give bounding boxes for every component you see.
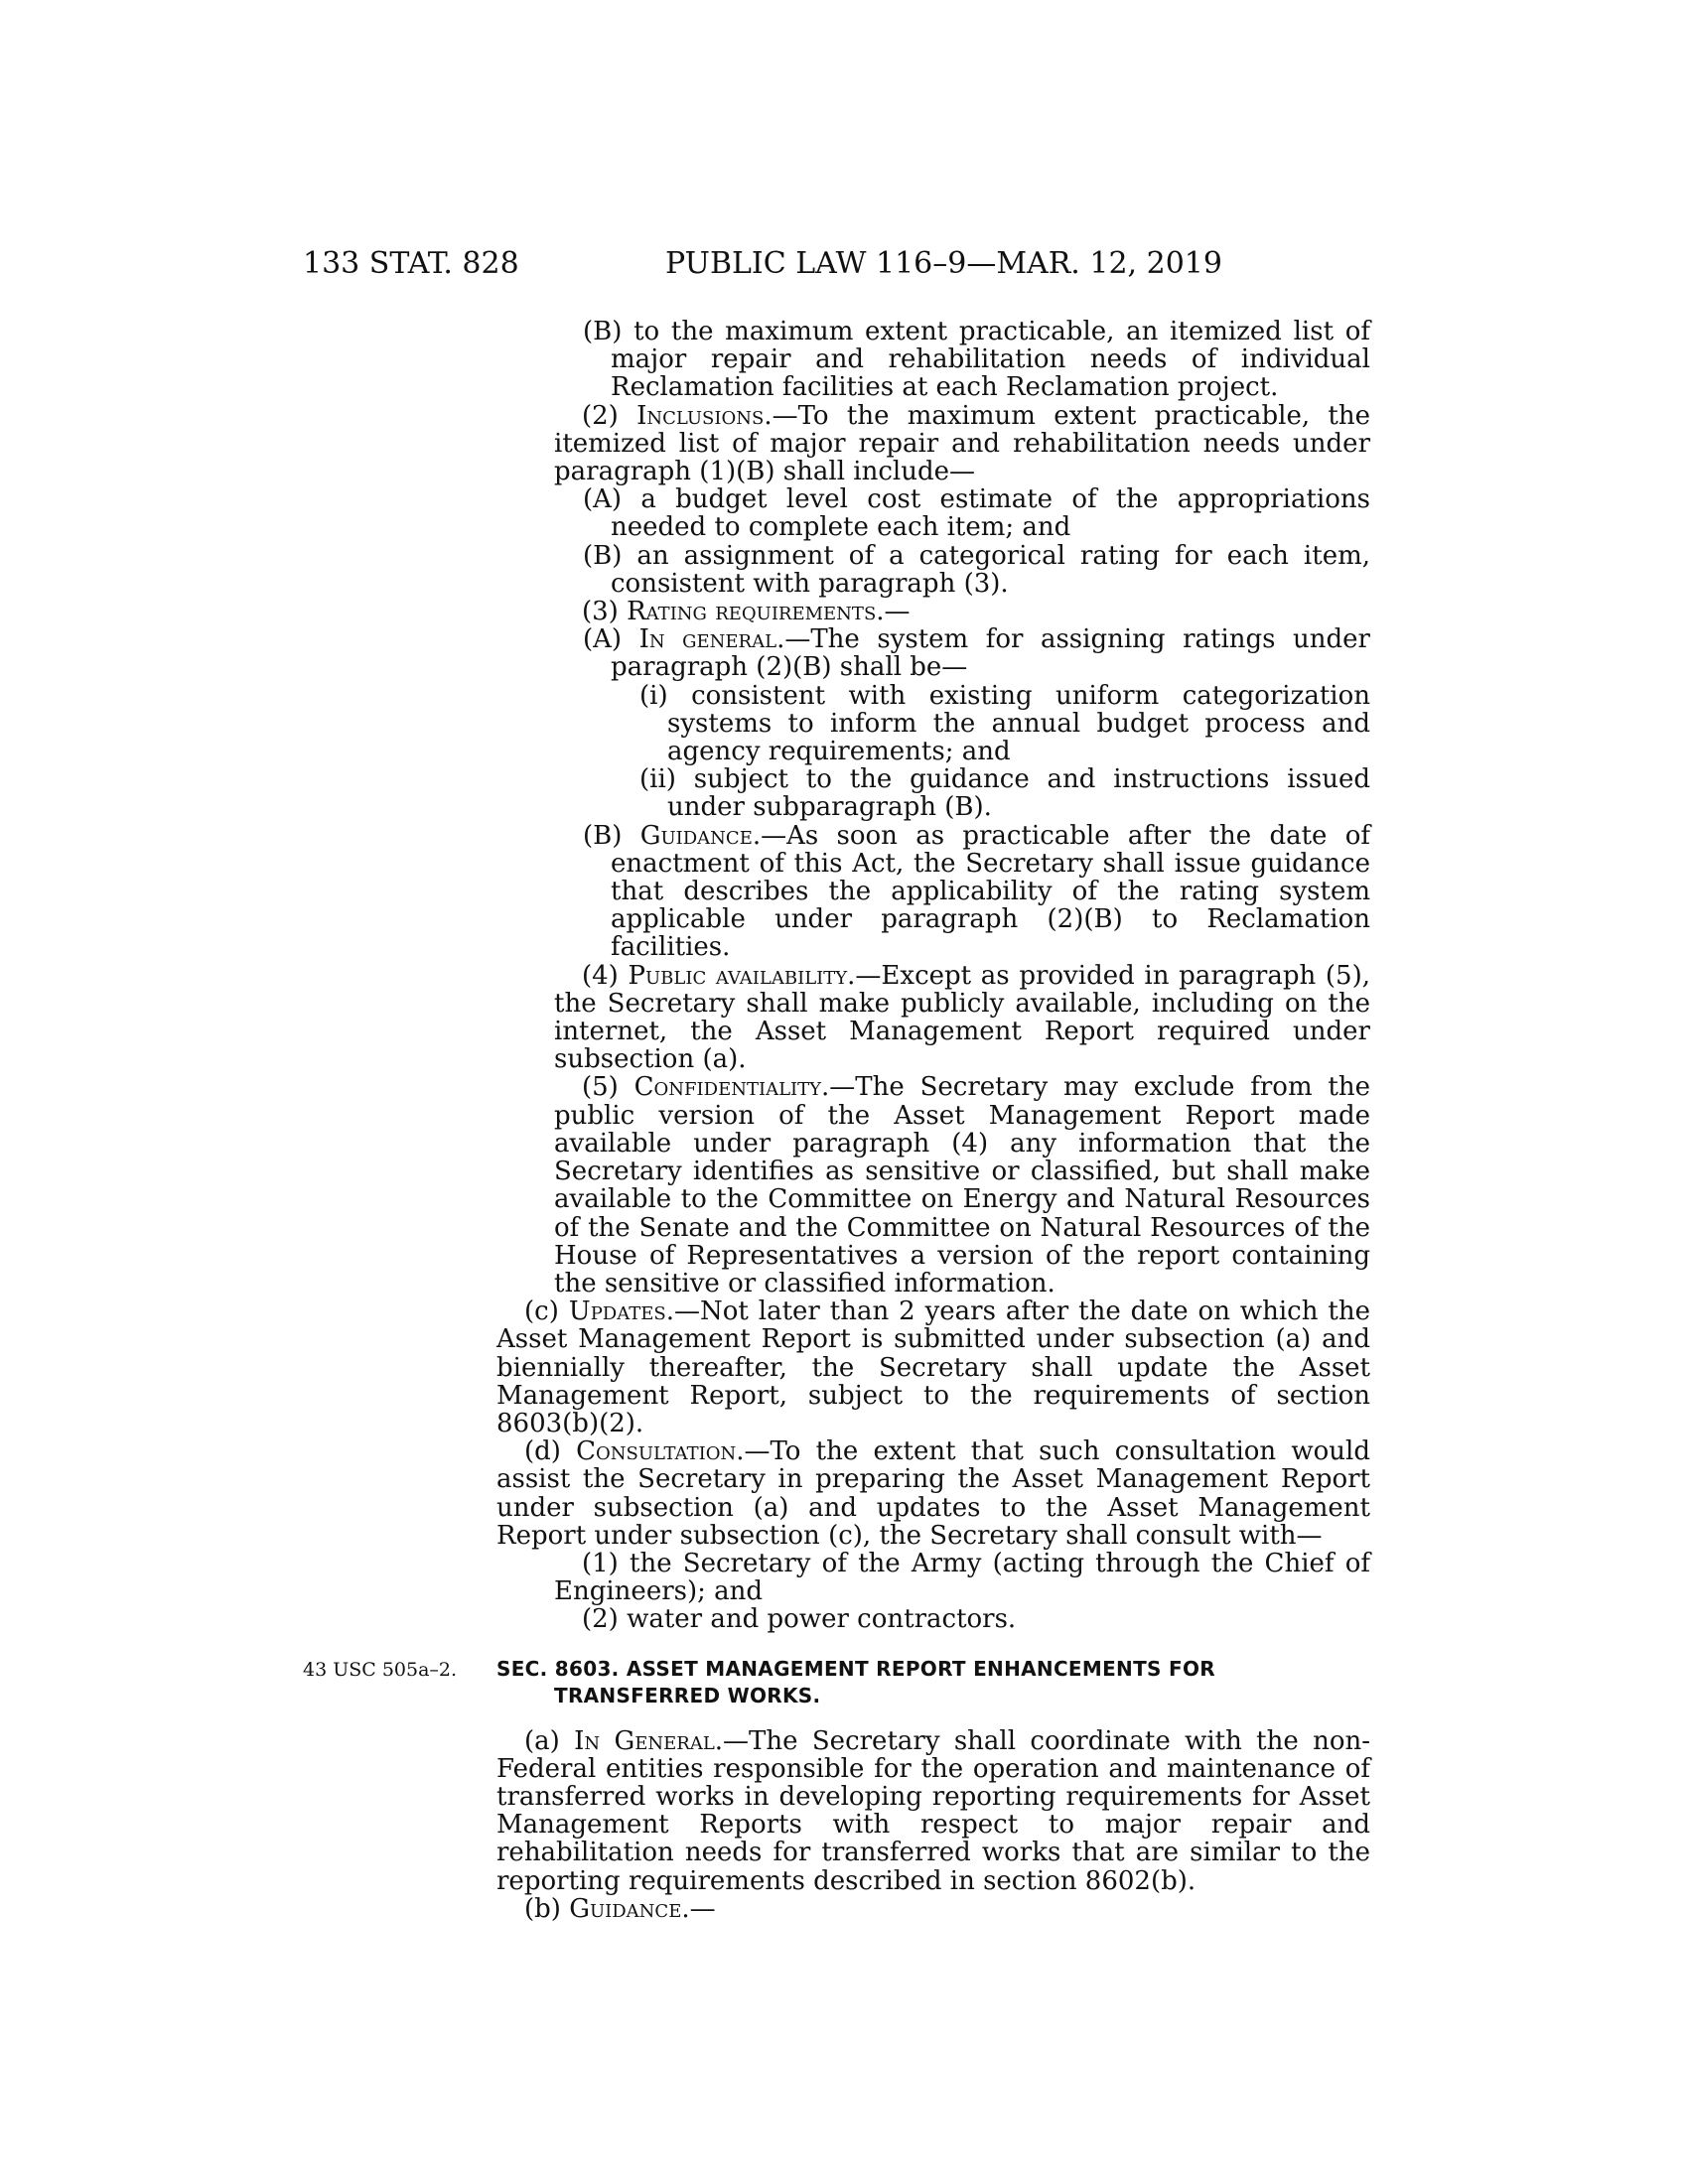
paragraph-caption: Guidance: [569, 1893, 682, 1924]
paragraph-caption: In general: [638, 624, 777, 655]
paragraph-text: (d): [524, 1436, 577, 1467]
paragraph-caption: Consultation: [576, 1436, 737, 1467]
paragraph-text: .—To the maximum extent practicable, the itemized list of major repair and rehabilitation needs under paragraph (1)(B) shall include—: [554, 400, 1371, 487]
section-heading: SEC. 8603. ASSET MANAGEMENT REPORT ENHANCEMENTS FOR TRANSFERRED WORKS.: [496, 1656, 1215, 1707]
paragraph-text: (c): [524, 1297, 569, 1327]
upper-paragraphs: [496, 318, 1370, 1634]
paragraph-p9: [496, 822, 1370, 962]
paragraph-text: (b): [524, 1893, 570, 1924]
paragraph-p14: [496, 1550, 1370, 1605]
paragraph-text: .—: [681, 1893, 716, 1924]
paragraph-text: .—: [876, 597, 911, 627]
paragraph-p12: [496, 1297, 1370, 1437]
paragraph-caption: Confidentiality: [633, 1072, 822, 1103]
paragraph-text: (1) the Secretary of the Army (acting through the Chief of Engineers); and: [554, 1548, 1370, 1607]
statute-page-number: 133 STAT. 828: [303, 246, 519, 281]
body-text: [303, 317, 1371, 1924]
paragraph-s2: [496, 1895, 1370, 1923]
paragraph-p15: [496, 1605, 1370, 1633]
paragraph-text: (a): [524, 1725, 575, 1756]
paragraph-text: (ii) subject to the guidance and instructions issued under subparagraph (B).: [639, 764, 1370, 823]
paragraph-text: .—The Secretary may exclude from the public version of the Asset Management Report made available under paragraph (4) any information that the Secretary identifies as sensitive or classified, but shall make available to the Committee on Energy and Natural Resources of the Senate and the Committee on Natural Resources of the House of Representatives a version of the report containing the sensitive or classified information.: [554, 1072, 1370, 1298]
paragraph-text: (5): [582, 1072, 634, 1103]
lower-paragraphs: [496, 1727, 1370, 1923]
running-header: [0, 246, 1688, 286]
paragraph-p4: [496, 542, 1370, 598]
paragraph-text: (A): [583, 624, 639, 655]
paragraph-p3: [496, 485, 1370, 541]
paragraph-text: (2): [582, 400, 637, 431]
paragraph-caption: In General: [574, 1725, 715, 1756]
paragraph-s1: [496, 1727, 1370, 1895]
paragraph-text: .—As soon as practicable after the date of enactment of this Act, the Secretary shall issue guidance that describes the applicability of the rating system applicable under paragraph (2)(B) to Reclamation facilities.: [611, 820, 1370, 963]
paragraph-text: (A) a budget level cost estimate of the appropriations needed to complete each item; and: [583, 484, 1370, 543]
paragraph-p7: [496, 682, 1370, 766]
paragraph-p1: [496, 318, 1370, 402]
paragraph-text: (4): [582, 960, 629, 991]
paragraph-text: (B) an assignment of a categorical rating for each item, consistent with paragraph (3).: [583, 540, 1370, 599]
paragraph-text: .—The Secretary shall coordinate with the non-Federal entities responsible for the operation and maintenance of transferred works in developing reporting requirements for Asset Management Reports with respect to major repair and rehabilitation needs for transferred works that are similar to the reporting requirements described in section 8602(b).: [496, 1725, 1371, 1896]
paragraph-p8: [496, 765, 1370, 821]
paragraph-p10: [496, 962, 1370, 1074]
margin-citation: 43 USC 505a–2.: [303, 1658, 458, 1681]
running-title: PUBLIC LAW 116–9—MAR. 12, 2019: [665, 246, 1222, 281]
section-8603: [303, 1656, 1370, 1709]
paragraph-text: .—The system for assigning ratings under paragraph (2)(B) shall be—: [611, 624, 1370, 683]
paragraph-caption: Updates: [568, 1297, 666, 1327]
paragraph-caption: Public availability: [628, 960, 848, 991]
paragraph-text: .—To the extent that such consultation would assist the Secretary in preparing the Asset Management Report under subsection (a) and updates to the Asset Management Report under subsection (c), the Secretary shall consult with—: [496, 1436, 1370, 1551]
paragraph-text: .—Except as provided in paragraph (5), the Secretary shall make publicly available, including on the internet, the Asset Management Report required under subsection (a).: [554, 960, 1370, 1075]
paragraph-text: (2) water and power contractors.: [582, 1604, 1017, 1635]
paragraph-p6: [496, 625, 1370, 681]
paragraph-caption: Guidance: [639, 820, 753, 851]
paragraph-caption: Rating requirements: [627, 597, 877, 627]
paragraph-text: .—Not later than 2 years after the date on which the Asset Management Report is submitted under subsection (a) and biennially thereafter, the Secretary shall update the Asset Management Report, subject to the requirements of section 8603(b)(2).: [496, 1297, 1370, 1438]
paragraph-text: (3): [582, 597, 628, 627]
paragraph-p2: [496, 402, 1370, 486]
paragraph-p11: [496, 1073, 1370, 1297]
paragraph-caption: Inclusions: [636, 400, 765, 431]
paragraph-text: (B) to the maximum extent practicable, an itemized list of major repair and rehabilitation needs of individual Reclamation facilities at each Reclamation project.: [583, 317, 1370, 403]
paragraph-text: (i) consistent with existing uniform categorization systems to inform the annual budget process and agency requirements; and: [639, 680, 1370, 767]
paragraph-text: (B): [583, 820, 640, 851]
paragraph-p5: [496, 598, 1370, 625]
paragraph-p13: [496, 1437, 1370, 1550]
